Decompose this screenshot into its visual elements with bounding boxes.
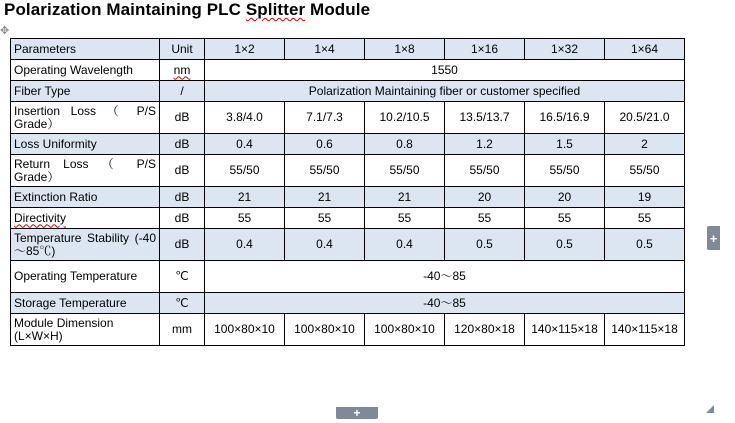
header-cell[interactable]: 1×2: [205, 39, 285, 60]
merged-value-cell[interactable]: 1550: [205, 60, 685, 81]
unit-cell[interactable]: dB: [160, 208, 205, 229]
unit-cell[interactable]: /: [160, 81, 205, 102]
header-cell[interactable]: Unit: [160, 39, 205, 60]
header-cell[interactable]: 1×8: [365, 39, 445, 60]
merged-value-cell[interactable]: -40～85: [205, 293, 685, 314]
title-misspelled-word[interactable]: Splitter: [245, 0, 306, 19]
table-row: [11, 60, 685, 81]
param-cell[interactable]: Storage Temperature: [11, 293, 160, 314]
value-cell[interactable]: 55/50: [205, 155, 285, 187]
value-cell[interactable]: 0.5: [525, 229, 605, 261]
value-cell[interactable]: 140×115×18: [605, 314, 685, 346]
value-cell[interactable]: 0.4: [205, 134, 285, 155]
table-row: [11, 81, 685, 102]
header-cell[interactable]: 1×16: [445, 39, 525, 60]
value-cell[interactable]: 0.8: [365, 134, 445, 155]
value-cell[interactable]: 1.2: [445, 134, 525, 155]
table-row: [11, 155, 685, 187]
value-cell[interactable]: 20: [525, 187, 605, 208]
value-cell[interactable]: 7.1/7.3: [285, 102, 365, 134]
add-column-button[interactable]: [707, 226, 720, 250]
param-cell[interactable]: Operating Wavelength: [11, 60, 160, 81]
value-cell[interactable]: 55: [205, 208, 285, 229]
table-row: [11, 102, 685, 134]
value-cell[interactable]: 55: [605, 208, 685, 229]
header-cell[interactable]: 1×32: [525, 39, 605, 60]
merged-value-cell[interactable]: -40～85: [205, 261, 685, 293]
param-cell[interactable]: Return Loss （ P/S Grade）: [11, 155, 160, 187]
value-cell[interactable]: 55/50: [285, 155, 365, 187]
value-cell[interactable]: 0.4: [285, 229, 365, 261]
title-text-end: Module: [305, 0, 371, 19]
unit-cell[interactable]: dB: [160, 155, 205, 187]
plus-icon: +: [709, 230, 718, 246]
resize-icon[interactable]: [706, 405, 714, 413]
header-cell[interactable]: 1×64: [605, 39, 685, 60]
param-cell[interactable]: Operating Temperature: [11, 261, 160, 293]
value-cell[interactable]: 13.5/13.7: [445, 102, 525, 134]
param-cell[interactable]: Temperature Stability (-40～85℃): [11, 229, 160, 261]
table-row: [11, 261, 685, 293]
value-cell[interactable]: 55/50: [365, 155, 445, 187]
unit-cell[interactable]: ℃: [160, 293, 205, 314]
table-row: [11, 187, 685, 208]
table-row: [11, 314, 685, 346]
value-cell[interactable]: 0.4: [205, 229, 285, 261]
value-cell[interactable]: 55: [445, 208, 525, 229]
value-cell[interactable]: 21: [365, 187, 445, 208]
value-cell[interactable]: 20: [445, 187, 525, 208]
value-cell[interactable]: 140×115×18: [525, 314, 605, 346]
value-cell[interactable]: 3.8/4.0: [205, 102, 285, 134]
param-cell[interactable]: Insertion Loss （ P/S Grade）: [11, 102, 160, 134]
table-row: [11, 134, 685, 155]
value-cell[interactable]: 21: [205, 187, 285, 208]
value-cell[interactable]: 100×80×10: [205, 314, 285, 346]
param-cell[interactable]: Loss Uniformity: [11, 134, 160, 155]
value-cell[interactable]: 20.5/21.0: [605, 102, 685, 134]
value-cell[interactable]: 0.6: [285, 134, 365, 155]
unit-cell[interactable]: dB: [160, 134, 205, 155]
value-cell[interactable]: 100×80×10: [365, 314, 445, 346]
value-cell[interactable]: 55: [285, 208, 365, 229]
value-cell[interactable]: 0.5: [445, 229, 525, 261]
unit-cell[interactable]: dB: [160, 187, 205, 208]
value-cell[interactable]: 10.2/10.5: [365, 102, 445, 134]
page-title: [4, 0, 370, 20]
title-text-start: Polarization Maintaining PLC: [4, 0, 246, 19]
table-row: [11, 208, 685, 229]
table-row: [11, 293, 685, 314]
value-cell[interactable]: 0.5: [605, 229, 685, 261]
param-cell[interactable]: Fiber Type: [11, 81, 160, 102]
value-cell[interactable]: 19: [605, 187, 685, 208]
header-cell[interactable]: 1×4: [285, 39, 365, 60]
value-cell[interactable]: 100×80×10: [285, 314, 365, 346]
unit-cell[interactable]: dB: [160, 102, 205, 134]
table-row: [11, 229, 685, 261]
table-header-row: [11, 39, 685, 60]
value-cell[interactable]: 16.5/16.9: [525, 102, 605, 134]
value-cell[interactable]: 55: [525, 208, 605, 229]
add-row-button[interactable]: [336, 407, 378, 419]
unit-cell[interactable]: [160, 60, 205, 81]
value-cell[interactable]: 55: [365, 208, 445, 229]
value-cell[interactable]: 55/50: [445, 155, 525, 187]
move-icon[interactable]: ✥: [0, 25, 10, 37]
unit-text: nm: [173, 62, 191, 77]
unit-cell[interactable]: dB: [160, 229, 205, 261]
value-cell[interactable]: 55/50: [605, 155, 685, 187]
value-cell[interactable]: 2: [605, 134, 685, 155]
param-text: Directivity: [14, 210, 67, 225]
unit-cell[interactable]: ℃: [160, 261, 205, 293]
header-cell[interactable]: Parameters: [11, 39, 160, 60]
merged-value-cell[interactable]: Polarization Maintaining fiber or customer specified: [205, 81, 685, 102]
spec-table: [10, 38, 685, 346]
unit-cell[interactable]: mm: [160, 314, 205, 346]
param-cell[interactable]: Extinction Ratio: [11, 187, 160, 208]
value-cell[interactable]: 21: [285, 187, 365, 208]
value-cell[interactable]: 1.5: [525, 134, 605, 155]
plus-icon: +: [353, 406, 361, 420]
value-cell[interactable]: 0.4: [365, 229, 445, 261]
value-cell[interactable]: 55/50: [525, 155, 605, 187]
value-cell[interactable]: 120×80×18: [445, 314, 525, 346]
param-cell[interactable]: [11, 208, 160, 229]
param-cell[interactable]: Module Dimension (L×W×H): [11, 314, 160, 346]
